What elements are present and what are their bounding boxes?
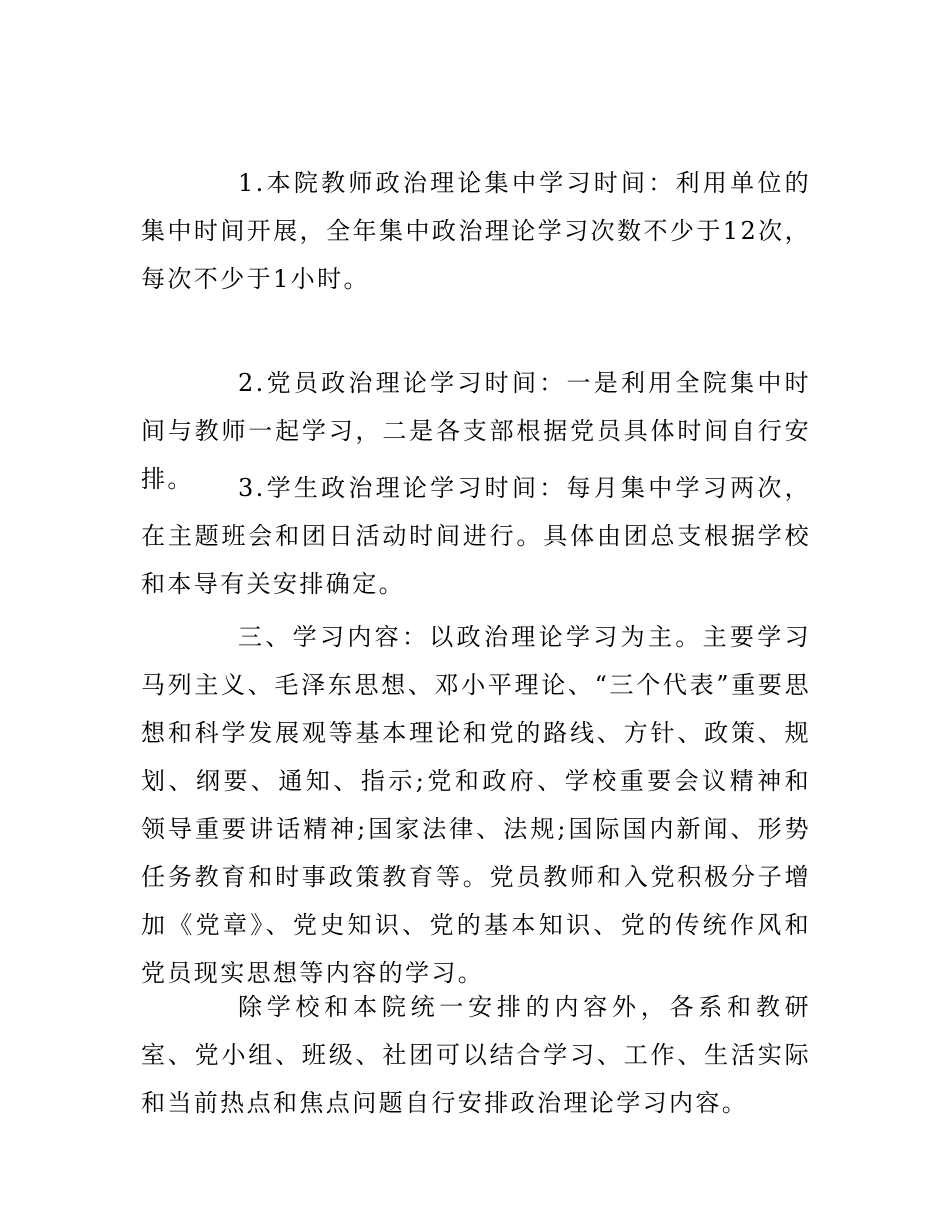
paragraph-teacher-study-time: 1.本院教师政治理论集中学习时间：利用单位的集中时间开展，全年集中政治理论学习次数不少于12次，每次不少于1小时。 (141, 169, 811, 293)
paragraph-party-member-study-time: 2.党员政治理论学习时间：一是利用全院集中时间与教师一起学习，二是各支部根据党员具体时间自行安排。 (141, 369, 811, 493)
paragraph-student-study-time: 3.学生政治理论学习时间：每月集中学习两次，在主题班会和团日活动时间进行。具体由团总支根据学校和本导有关安排确定。 (141, 474, 811, 598)
paragraph-study-content: 三、学习内容：以政治理论学习为主。主要学习马列主义、毛泽东思想、邓小平理论、“三个代表”重要思想和科学发展观等基本理论和党的路线、方针、政策、规划、纲要、通知、指示;党和政府、学校重要会议精神和领导重要讲话精神;国家法律、法规;国际国内新闻、形势任务教育和时事政策教育等。党员教师和入党积极分子增加《党章》、党史知识、党的基本知识、党的传统作风和党员现实思想等内容的学习。 (141, 623, 811, 987)
paragraph-additional-content: 除学校和本院统一安排的内容外，各系和教研室、党小组、班级、社团可以结合学习、工作、生活实际和当前热点和焦点问题自行安排政治理论学习内容。 (141, 993, 811, 1117)
